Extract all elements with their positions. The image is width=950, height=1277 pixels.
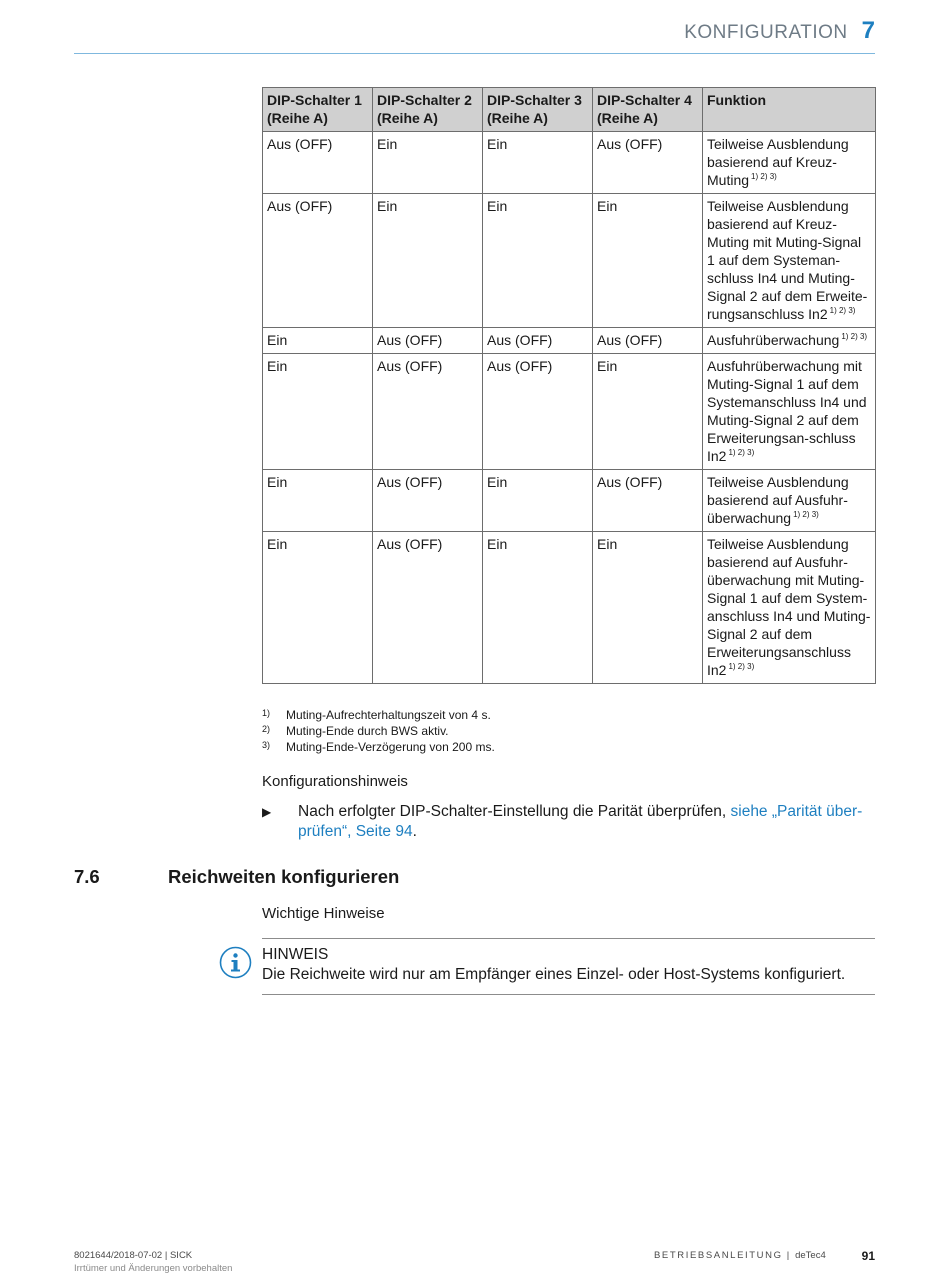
column-header-dip-4: DIP-Schalter 4 (Reihe A) [593, 88, 703, 132]
parity-check-link[interactable]: siehe „Parität über-prüfen“, Seite 94 [298, 803, 863, 840]
dip-switch-table [262, 87, 876, 684]
footnote-refs: 1) 2) 3) [728, 662, 755, 671]
footnote-number: 1) [262, 708, 271, 718]
cell-function: Teilweise Ausblendung basierend auf Ausfuhr-überwachung $^{1) 2) 3)}$ [703, 470, 876, 532]
config-note-heading: Konfigurationshinweis [262, 773, 408, 790]
cell-dip-4: Ein [593, 532, 703, 684]
cell-dip-4: Aus (OFF) [593, 132, 703, 194]
cell-dip-4: Ein [593, 194, 703, 328]
cell-function: Teilweise Ausblendung basierend auf Ausfuhr-überwachung mit Muting-Signal 1 auf dem System-anschluss In4 und Muting-Signal 2 auf dem Erweiterungsanschluss In2 $^{1) 2) 3)}$ [703, 532, 876, 684]
cell-dip-4: Aus (OFF) [593, 470, 703, 532]
cell-dip-2: Aus (OFF) [373, 354, 483, 470]
footnote-number: 3) [262, 740, 271, 750]
cell-dip-1: Aus (OFF) [263, 194, 373, 328]
section-number: 7.6 [74, 866, 100, 887]
cell-dip-1: Aus (OFF) [263, 132, 373, 194]
footer-doc-id: 8021644/2018-07-02 | SICK [74, 1250, 193, 1261]
bullet-text: Nach erfolgter DIP-Schalter-Einstellung die Parität überprüfen, siehe „Parität über-prüfen“, Seite 94. [298, 803, 863, 840]
footnote-refs: 1) 2) 3) [841, 332, 868, 341]
table-row [263, 532, 876, 684]
cell-dip-4: Ein [593, 354, 703, 470]
table-header-row [263, 88, 876, 132]
table-row [263, 470, 876, 532]
table-row [263, 354, 876, 470]
footnote-refs: 1) 2) 3) [793, 510, 819, 519]
table-row [263, 328, 876, 354]
cell-dip-1: Ein [263, 532, 373, 684]
footer-product: deTec4 [795, 1250, 826, 1261]
footnote-number: 2) [262, 724, 271, 734]
important-notes-heading: Wichtige Hinweise [262, 905, 385, 922]
cell-dip-3: Ein [483, 470, 593, 532]
cell-dip-3: Aus (OFF) [483, 354, 593, 470]
cell-dip-4: Aus (OFF) [593, 328, 703, 354]
section-title: Reichweiten konfigurieren [168, 866, 400, 887]
column-header-dip-2: DIP-Schalter 2 (Reihe A) [373, 88, 483, 132]
cell-function: Ausfuhrüberwachung mit Muting-Signal 1 auf dem Systemanschluss In4 und Muting-Signal 2 auf dem Erweiterungsan-schluss In2 $^{1) 2) 3)}$ [703, 354, 876, 470]
table-row [263, 132, 876, 194]
notice-title: HINWEIS [262, 946, 329, 963]
triangle-bullet-icon: ▶ [262, 805, 272, 819]
footnote-item [262, 723, 875, 739]
footnote-item [262, 739, 875, 755]
column-header-function: Funktion [703, 88, 876, 132]
page-header [684, 17, 875, 45]
cell-dip-1: Ein [263, 470, 373, 532]
footnote-refs: 1) 2) 3) [728, 448, 755, 457]
table-footnotes [262, 707, 875, 755]
cell-dip-3: Ein [483, 532, 593, 684]
chapter-number: 7 [861, 17, 875, 44]
notice-box [262, 938, 875, 995]
cell-dip-2: Ein [373, 194, 483, 328]
page-number: 91 [861, 1249, 875, 1263]
cell-dip-2: Aus (OFF) [373, 532, 483, 684]
footnote-refs: 1) 2) 3) [829, 306, 856, 315]
chapter-name: KONFIGURATION [684, 22, 848, 43]
cell-dip-3: Ein [483, 132, 593, 194]
footer-doc-type: BETRIEBSANLEITUNG | deTec4 [654, 1250, 826, 1261]
footer-disclaimer: Irrtümer und Änderungen vorbehalten [74, 1263, 233, 1274]
footnote-item [262, 707, 875, 723]
footnote-text: Muting-Ende durch BWS aktiv. [286, 724, 449, 738]
column-header-dip-3: DIP-Schalter 3 (Reihe A) [483, 88, 593, 132]
cell-dip-3: Aus (OFF) [483, 328, 593, 354]
footnote-text: Muting-Aufrechterhaltungszeit von 4 s. [286, 708, 491, 722]
cell-dip-2: Aus (OFF) [373, 470, 483, 532]
cell-dip-2: Ein [373, 132, 483, 194]
footer-left [74, 1249, 232, 1275]
cell-dip-2: Aus (OFF) [373, 328, 483, 354]
info-icon [219, 946, 252, 979]
column-header-dip-1: DIP-Schalter 1 (Reihe A) [263, 88, 373, 132]
cell-function: Ausfuhrüberwachung $^{1) 2) 3)}$ [703, 328, 876, 354]
cell-dip-1: Ein [263, 354, 373, 470]
footnote-refs: 1) 2) 3) [751, 172, 777, 181]
config-note-bullet [262, 802, 875, 842]
footnote-text: Muting-Ende-Verzögerung von 200 ms. [286, 740, 495, 754]
cell-function: Teilweise Ausblendung basierend auf Kreuz-Muting mit Muting-Signal 1 auf dem Systeman-schluss In4 und Muting-Signal 2 auf dem Erweite-rungsanschluss In2 $^{1) 2) 3)}$ [703, 194, 876, 328]
notice-text: Die Reichweite wird nur am Empfänger eines Einzel- oder Host-Systems konfiguriert. [262, 966, 846, 983]
header-rule [74, 53, 875, 54]
cell-function: Teilweise Ausblendung basierend auf Kreuz-Muting $^{1) 2) 3)}$ [703, 132, 876, 194]
table-row [263, 194, 876, 328]
cell-dip-3: Ein [483, 194, 593, 328]
cell-dip-1: Ein [263, 328, 373, 354]
